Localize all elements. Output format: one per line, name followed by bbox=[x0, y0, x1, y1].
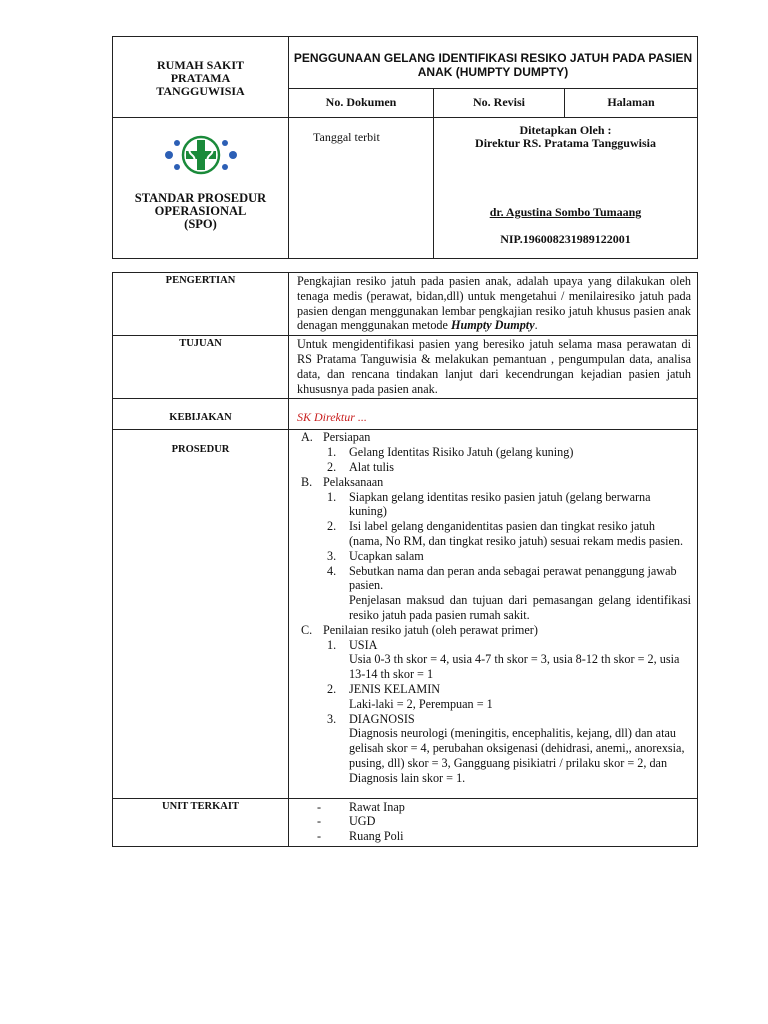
tanggal-terbit-label: Tanggal terbit bbox=[289, 118, 434, 259]
prosedur-content bbox=[289, 430, 698, 798]
spo-cell bbox=[113, 118, 289, 259]
content-table bbox=[112, 272, 698, 847]
no-revisi-label: No. Revisi bbox=[434, 89, 565, 118]
document-title: PENGGUNAAN GELANG IDENTIFIKASI RESIKO JATUH PADA PASIEN ANAK (HUMPTY DUMPTY) bbox=[289, 37, 698, 89]
unit-terkait-label: UNIT TERKAIT bbox=[113, 798, 289, 846]
pengertian-label: PENGERTIAN bbox=[113, 273, 289, 336]
hospital-name: RUMAH SAKIT PRATAMA TANGGUWISIA bbox=[113, 37, 289, 118]
ditetapkan-label: Ditetapkan Oleh : bbox=[519, 123, 612, 137]
list-item: - Ruang Poli bbox=[317, 829, 404, 844]
prosedur-section-a: A. Persiapan 1. Gelang Identitas Risiko Jatuh (gelang kuning) 2. Alat tulis bbox=[301, 430, 574, 474]
prosedur-label: PROSEDUR bbox=[113, 430, 289, 798]
header-table bbox=[112, 36, 698, 259]
list-item: - Rawat Inap bbox=[317, 799, 405, 814]
unit-terkait-list bbox=[289, 798, 698, 846]
kebijakan-label: KEBIJAKAN bbox=[113, 399, 289, 430]
signer-nip: NIP.196008231989122001 bbox=[500, 232, 631, 246]
signer-name: dr. Agustina Sombo Tumaang bbox=[489, 205, 642, 219]
direktur-label: Direktur RS. Pratama Tangguwisia bbox=[475, 136, 656, 150]
prosedur-section-c: C. Penilaian resiko jatuh (oleh perawat primer) 1. USIA Usia 0-3 th skor = 4, usia 4-7 th skor = 3, usia 8-12 th skor = 2, usia 13-14 th skor = 1 2. JENIS KELAMIN Laki-laki = 2, Perempuan = 1 3. DIAGNOSIS Diagnosis neurologi (meningitis, encephalitis, kejang, dll) dan atau gelisah skor = 4, perubahan oksigenasi (dehidrasi, anemi,, anorexsia, pusing, dll) skor = 3, Gangguang pisikiatri / prilaku skor = 2, dan Diagnosis lain skor = 1. bbox=[301, 622, 685, 785]
spo-title: STANDAR PROSEDUR OPERASIONAL (SPO) bbox=[134, 191, 267, 231]
kebijakan-text: SK Direktur ... bbox=[289, 399, 698, 430]
halaman-label: Halaman bbox=[565, 89, 698, 118]
signature-block bbox=[434, 118, 698, 259]
prosedur-section-b: B. Pelaksanaan 1. Siapkan gelang identitas resiko pasien jatuh (gelang berwarna kuning) 2. Isi label gelang denganidentitas pasien dan tingkat resiko jatuh (nama, No RM, dan tingkat resiko jatuh) sesuai rekam medis pasien. 3. Ucapkan salam 4. Sebutkan nama dan peran anda sebagai perawat penanggung jawab pasien. Penjelasan maksud dan tujuan dari pemasangan gelang identifikasi resiko jatuh pada pasien rumah sakit. bbox=[301, 474, 691, 622]
tujuan-label: TUJUAN bbox=[113, 336, 289, 399]
tujuan-text: Untuk mengidentifikasi pasien yang beresiko jatuh selama masa perawatan di RS Pratama Tanguwisia & melakukan pemantuan , pengumpulan data, analisa data, dan rencana tindakan lanjut dari kecendrungan kejadian pasien jatuh khususnya pada pasien anak. bbox=[289, 336, 698, 399]
pengertian-text: Pengkajian resiko jatuh pada pasien anak, adalah upaya yang dilakukan oleh tenaga medis (perawat, bidan,dll) untuk mengetahui / menilairesiko jatuh pada pasien dengan menggunakan lembar pengkajian resiko jatuh khusus pasien anak denagan menggunakan metode Humpty Dumpty. bbox=[289, 273, 698, 336]
hospital-logo-icon bbox=[161, 132, 241, 178]
no-dokumen-label: No. Dokumen bbox=[289, 89, 434, 118]
list-item: - UGD bbox=[317, 814, 376, 829]
